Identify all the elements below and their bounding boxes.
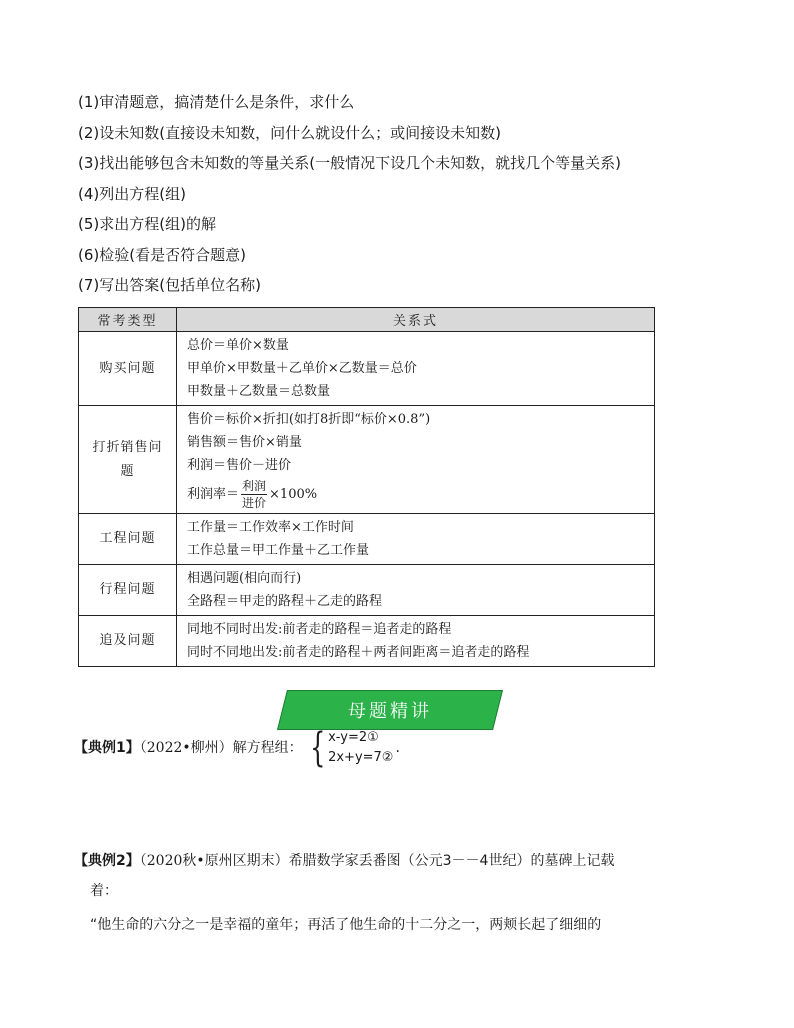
table-row: [79, 565, 655, 616]
formula: 销售额＝售价×销量: [187, 435, 302, 450]
step-3: (3)找出能够包含未知数的等量关系(一般情况下设几个未知数，就找几个等量关系): [78, 154, 621, 172]
formula: 甲数量＋乙数量＝总数量: [187, 384, 331, 399]
profit-rate-lhs: 利润率＝: [187, 486, 240, 502]
step-4: (4)列出方程(组): [78, 184, 186, 203]
table-header-row: [79, 308, 655, 332]
relation-table: [78, 307, 655, 667]
step-1: (1)审清题意，搞清楚什么是条件，求什么: [78, 93, 355, 111]
section-banner-label: 母题精讲: [348, 701, 432, 722]
fraction: [241, 479, 267, 510]
row-type: 打折销售问题: [79, 406, 177, 514]
example-2-line-2: 着：: [90, 883, 118, 899]
step-5: (5)求出方程(组)的解: [78, 215, 216, 233]
example-2-line-3: “他生命的六分之一是幸福的童年；再活了他生命的十二分之一，两颊长起了细细的: [90, 917, 602, 933]
example-2: [74, 850, 614, 870]
example-1-period: .: [395, 740, 400, 756]
example-1: [74, 725, 400, 771]
left-brace-icon: {: [309, 725, 326, 771]
example-1-label: 【典例1】: [74, 740, 140, 756]
table-row: [79, 514, 655, 565]
table-row: [79, 332, 655, 406]
fraction-numerator: 利润: [242, 478, 267, 493]
equation-system: [305, 725, 394, 771]
formula: 全路程＝甲走的路程＋乙走的路程: [187, 594, 383, 609]
row-formulas: [177, 565, 655, 616]
formula: 同地不同时出发:前者走的路程＝追者走的路程: [187, 622, 452, 637]
formula: 利润＝售价－进价: [187, 458, 292, 473]
row-formulas: [177, 406, 655, 514]
row-formulas: [177, 332, 655, 406]
formula: 相遇问题(相向而行): [187, 571, 302, 586]
row-type: 购买问题: [79, 332, 177, 406]
profit-rate-suffix: ×100%: [269, 486, 318, 502]
formula: 同时不同地出发:前者走的路程＋两者间距离＝追者走的路程: [187, 645, 530, 660]
row-type: 追及问题: [79, 616, 177, 667]
table-row: [79, 406, 655, 514]
step-7: (7)写出答案(包括单位名称): [78, 276, 261, 294]
row-formulas: [177, 616, 655, 667]
example-1-source: （2022•柳州）: [139, 740, 233, 756]
row-formulas: [177, 514, 655, 565]
example-2-source: （2020秋•原州区期末）: [139, 853, 289, 869]
equation-2: 2x+y=7②: [328, 750, 394, 765]
profit-rate-formula: [187, 477, 646, 511]
row-type: 行程问题: [79, 565, 177, 616]
formula: 工作量＝工作效率×工作时间: [187, 520, 354, 535]
step-2: (2)设未知数(直接设未知数，问什么就设什么；或间接设未知数): [78, 123, 501, 142]
formula: 工作总量＝甲工作量＋乙工作量: [187, 543, 370, 558]
example-1-text: 解方程组：: [232, 740, 303, 756]
step-6: (6)检验(看是否符合题意): [78, 245, 246, 264]
formula: 总价＝单价×数量: [187, 338, 289, 353]
header-relation: 关系式: [177, 308, 655, 332]
example-2-label: 【典例2】: [74, 853, 140, 869]
header-type: 常考类型: [79, 308, 177, 332]
table-row: [79, 616, 655, 667]
row-type: 工程问题: [79, 514, 177, 565]
fraction-denominator: 进价: [242, 495, 267, 510]
example-2-text: 希腊数学家丢番图（公元3－－4世纪）的墓碑上记载: [288, 853, 615, 869]
formula: 售价＝标价×折扣(如打8折即“标价×0.8”): [187, 412, 431, 427]
solution-steps: [78, 89, 718, 303]
formula: 甲单价×甲数量＋乙单价×乙数量＝总价: [187, 361, 417, 376]
equation-1: x-y=2①: [328, 730, 379, 745]
